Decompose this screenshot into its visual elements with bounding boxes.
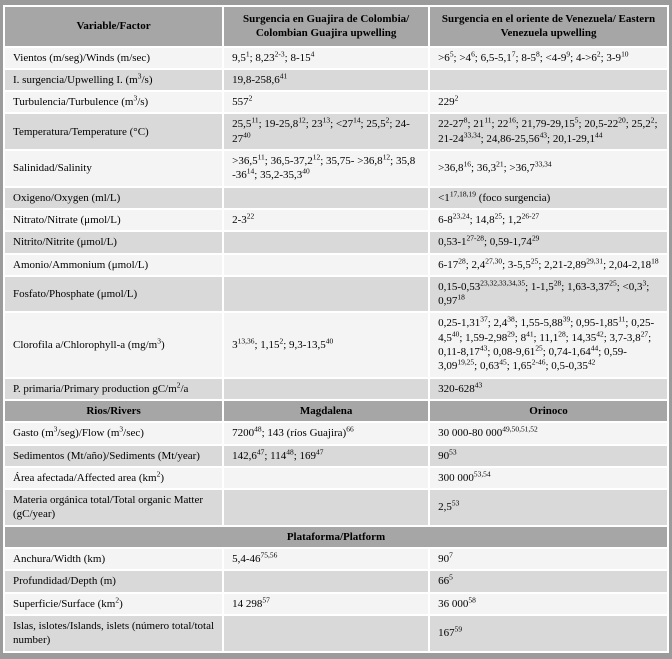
column-header-venezuela: Surgencia en el oriente de Venezuela/ Eastern Venezuela upwelling bbox=[430, 7, 667, 46]
row-fosfato bbox=[5, 277, 667, 312]
row-sedimentos bbox=[5, 446, 667, 466]
row-anchura bbox=[5, 549, 667, 569]
section-header-rivers bbox=[5, 401, 667, 421]
row-amonio bbox=[5, 255, 667, 275]
section-title-magdalena: Magdalena bbox=[224, 401, 428, 421]
row-oxigeno bbox=[5, 188, 667, 208]
cell-guajira-value: 14 $298^{57}$ bbox=[224, 594, 428, 614]
cell-guajira-value bbox=[224, 188, 428, 208]
cell-venezuela-value: $167^{59}$ bbox=[430, 616, 667, 651]
cell-variable: Fosfato/Phosphate (μmol/L) bbox=[5, 277, 222, 312]
row-nitrito bbox=[5, 232, 667, 252]
cell-variable: Profundidad/Depth (m) bbox=[5, 571, 222, 591]
cell-guajira-value bbox=[224, 571, 428, 591]
row-upwelling-index bbox=[5, 70, 667, 90]
cell-guajira-value: 5,4-46$^{75,56}$ bbox=[224, 549, 428, 569]
cell-magdalena-value bbox=[224, 468, 428, 488]
cell-variable: Oxigeno/Oxygen (ml/L) bbox=[5, 188, 222, 208]
cell-variable: I. surgencia/Upwelling I. $(m^3/s)$ bbox=[5, 70, 222, 90]
cell-variable: Nitrato/Nitrate (μmol/L) bbox=[5, 210, 222, 230]
cell-variable: Salinidad/Salinity bbox=[5, 151, 222, 186]
cell-variable: Temperatura/Temperature (°C) bbox=[5, 114, 222, 149]
section-title-platform: Plataforma/Platform bbox=[5, 527, 667, 547]
cell-variable: Clorofila a/Chlorophyll-a $(mg/m^3)$ bbox=[5, 313, 222, 376]
row-vientos bbox=[5, 48, 667, 68]
cell-guajira-value bbox=[224, 616, 428, 651]
cell-variable: Turbulencia/Turbulence $(m^3/s)$ bbox=[5, 92, 222, 112]
row-profundidad bbox=[5, 571, 667, 591]
row-nitrato bbox=[5, 210, 667, 230]
table-header-row bbox=[5, 7, 667, 46]
row-islas bbox=[5, 616, 667, 651]
cell-venezuela-value: $>6^5$; $>4^6$; $6,5-5,1^7$; $8-5^8$; $<4-9^9$; $4->6^2$; $3-9^{10}$ bbox=[430, 48, 667, 68]
cell-magdalena-value: 7200$^{48}$; 143 (ríos Guajira)$^{66}$ bbox=[224, 423, 428, 443]
cell-orinoco-value: 30 000-80 000$^{49,50,51,52}$ bbox=[430, 423, 667, 443]
cell-venezuela-value: $229^2$ bbox=[430, 92, 667, 112]
upwelling-comparison-table bbox=[3, 5, 669, 653]
cell-venezuela-value: $<1^{17,18,19}$ (foco surgencia) bbox=[430, 188, 667, 208]
cell-guajira-value bbox=[224, 255, 428, 275]
cell-variable: Anchura/Width (km) bbox=[5, 549, 222, 569]
cell-guajira-value: 19,8-258,6$^{41}$ bbox=[224, 70, 428, 90]
cell-variable: Islas, islotes/Islands, islets (número total/total number) bbox=[5, 616, 222, 651]
cell-variable: Gasto $(m^3/seg)$/Flow $(m^3/\sec)$ bbox=[5, 423, 222, 443]
cell-guajira-value: $2-3^{22}$ bbox=[224, 210, 428, 230]
row-gasto bbox=[5, 423, 667, 443]
row-clorofila bbox=[5, 313, 667, 376]
column-header-guajira: Surgencia en Guajira de Colombia/ Colombian Guajira upwelling bbox=[224, 7, 428, 46]
cell-guajira-value bbox=[224, 232, 428, 252]
cell-variable: Área afectada/Affected area $(km^2)$ bbox=[5, 468, 222, 488]
cell-magdalena-value: 142,6$^{47}$; $114^{48}$; $169^{47}$ bbox=[224, 446, 428, 466]
cell-venezuela-value: $66^5$ bbox=[430, 571, 667, 591]
cell-venezuela-value: 0,15-0,53$^{23,32,33,34,35}$; $1-1,5^{28}$; $1,63-3,37^{25}$; $<0,3^3$; 0,97$^{18}$ bbox=[430, 277, 667, 312]
row-produccion-primaria bbox=[5, 379, 667, 399]
cell-magdalena-value bbox=[224, 490, 428, 525]
cell-guajira-value: $9,5^1$; 8,23$^{2-3}$; $8-15^4$ bbox=[224, 48, 428, 68]
cell-venezuela-value: 6-8$^{23,24}$; 14,8$^{25}$; 1,2$^{26-27}$ bbox=[430, 210, 667, 230]
cell-venezuela-value: $90^7$ bbox=[430, 549, 667, 569]
cell-guajira-value bbox=[224, 379, 428, 399]
cell-variable: Materia orgánica total/Total organic Matter (gC/year) bbox=[5, 490, 222, 525]
cell-variable: Sedimentos (Mt/año)/Sediments (Mt/year) bbox=[5, 446, 222, 466]
row-materia-organica bbox=[5, 490, 667, 525]
column-header-variable: Variable/Factor bbox=[5, 7, 222, 46]
cell-venezuela-value: $320-628^{43}$ bbox=[430, 379, 667, 399]
cell-variable: P. primaria/Primary production $gC/m^2/a$ bbox=[5, 379, 222, 399]
cell-guajira-value: 3$^{13,36}$; 1,15$^2$; 9,3-13,5$^{40}$ bbox=[224, 313, 428, 376]
cell-venezuela-value: 0,53-1$^{27-28}$; 0,59-1,74$^{29}$ bbox=[430, 232, 667, 252]
cell-variable: Superficie/Surface $(km^2)$ bbox=[5, 594, 222, 614]
cell-orinoco-value: $90^{53}$ bbox=[430, 446, 667, 466]
row-temperatura bbox=[5, 114, 667, 149]
cell-venezuela-value bbox=[430, 70, 667, 90]
row-turbulencia bbox=[5, 92, 667, 112]
cell-venezuela-value: 36 $000^{58}$ bbox=[430, 594, 667, 614]
cell-venezuela-value: $22-27^8$; $21^{11}$; $22^{16}$; 21,79-29,15$^5$; $20,5-22^{20}$; 25,2$^2$; 21-24$^{33,34}$; 24,86-25,56$^{43}$; 20,1-29,1$^{44}$ bbox=[430, 114, 667, 149]
section-header-platform bbox=[5, 527, 667, 547]
cell-orinoco-value: $2,5^{53}$ bbox=[430, 490, 667, 525]
row-superficie bbox=[5, 594, 667, 614]
section-title-orinoco: Orinoco bbox=[430, 401, 667, 421]
row-salinidad bbox=[5, 151, 667, 186]
cell-venezuela-value: 0,25-1,31$^{37}$; $2,4^{38}$; 1,55-5,88$^{39}$; 0,95-1,85$^{11}$; $0,25-4,5^{40}$; 1,59-2,98$^{29}$; $8^{41}$; 11,1$^{28}$; 14,35$^{42}$; $3,7-3,8^{27}$; 0,11-8,17$^{43}$; 0,08-9,61$^{25}$; 0,74-1,64$^{44}$; 0,59-3,09$^{19,25}$; 0,63$^{45}$; 1,65$^{2-46}$; 0,5-0,35$^{42}$ bbox=[430, 313, 667, 376]
cell-venezuela-value: $6-17^{28}$; 2,4$^{27,30}$; $3-5,5^{25}$; 2,21-2,89$^{29,31}$; 2,04-2,18$^{18}$ bbox=[430, 255, 667, 275]
cell-guajira-value: $>36,5^{11}$; 36,5-37,2$^{12}$; $35,75- >36,8^{12}$; 35,8 $-36^{14}$; 35,2-35,3$^{40}$ bbox=[224, 151, 428, 186]
row-area-afectada bbox=[5, 468, 667, 488]
cell-variable: Amonio/Ammonium (μmol/L) bbox=[5, 255, 222, 275]
cell-variable: Nitrito/Nitrite (μmol/L) bbox=[5, 232, 222, 252]
cell-orinoco-value: 300 000$^{53,54}$ bbox=[430, 468, 667, 488]
cell-guajira-value bbox=[224, 277, 428, 312]
cell-venezuela-value: $>36,8^{16}$; $36,3^{21}$; $>36,7^{33,34}$ bbox=[430, 151, 667, 186]
section-title-rivers: Rios/Rivers bbox=[5, 401, 222, 421]
cell-variable: Vientos (m/seg)/Winds (m/sec) bbox=[5, 48, 222, 68]
cell-guajira-value: 25,5$^{11}$; 19-25,8$^{12}$; $23^{13}$; $<27^{14}$; 25,5$^2$; $24-27^{40}$ bbox=[224, 114, 428, 149]
cell-guajira-value: $557^2$ bbox=[224, 92, 428, 112]
